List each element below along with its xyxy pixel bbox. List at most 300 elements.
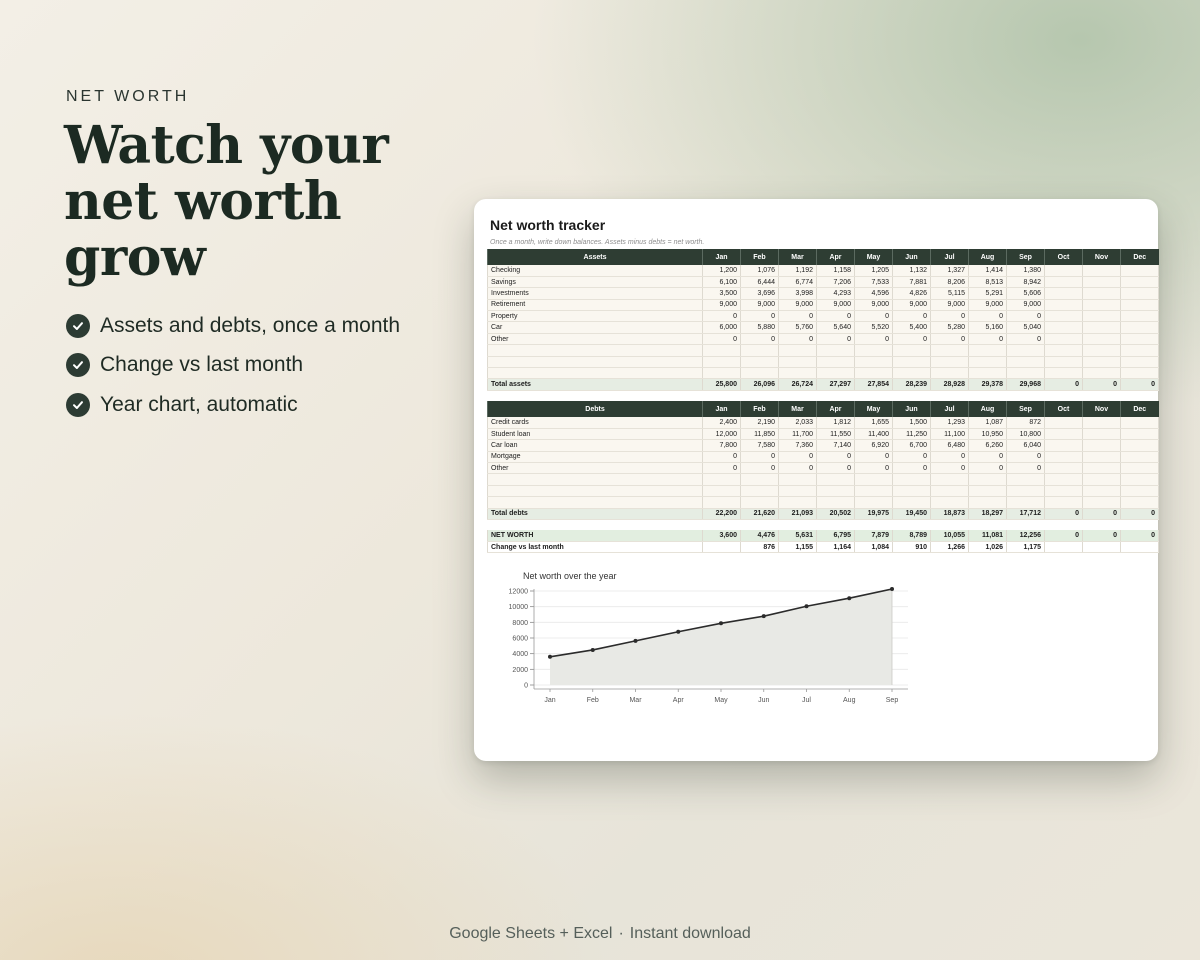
value-cell[interactable] xyxy=(893,497,931,508)
row-label[interactable]: Mortgage xyxy=(488,451,703,462)
value-cell[interactable]: 29,378 xyxy=(969,379,1007,390)
row-label[interactable]: Credit cards xyxy=(488,417,703,428)
month-header: Jan xyxy=(703,249,741,265)
value-cell[interactable] xyxy=(1045,463,1083,474)
value-cell[interactable] xyxy=(703,356,741,367)
value-cell[interactable] xyxy=(1007,345,1045,356)
x-tick-label: Apr xyxy=(672,697,684,704)
value-cell[interactable]: 0 xyxy=(969,451,1007,462)
value-cell[interactable] xyxy=(893,368,931,379)
value-cell[interactable]: 22,200 xyxy=(703,508,741,519)
value-cell[interactable]: 0 xyxy=(779,311,817,322)
value-cell[interactable]: 0 xyxy=(931,451,969,462)
value-cell[interactable] xyxy=(931,497,969,508)
feature-item xyxy=(66,346,400,386)
value-cell[interactable] xyxy=(1121,497,1159,508)
value-cell[interactable] xyxy=(1045,417,1083,428)
value-cell[interactable]: 5,520 xyxy=(855,322,893,333)
value-cell[interactable]: 8,206 xyxy=(931,276,969,287)
value-cell[interactable] xyxy=(1083,428,1121,439)
value-cell[interactable]: 0 xyxy=(893,311,931,322)
row-label[interactable]: Car xyxy=(488,322,703,333)
value-cell[interactable]: 11,700 xyxy=(779,428,817,439)
value-cell[interactable]: 25,800 xyxy=(703,379,741,390)
value-cell[interactable]: 1,158 xyxy=(817,265,855,276)
value-cell[interactable] xyxy=(1045,311,1083,322)
value-cell[interactable]: 8,513 xyxy=(969,276,1007,287)
y-tick-label: 12000 xyxy=(508,588,528,596)
value-cell[interactable]: 1,192 xyxy=(779,265,817,276)
value-cell[interactable] xyxy=(1121,428,1159,439)
value-cell[interactable] xyxy=(1007,497,1045,508)
value-cell[interactable] xyxy=(1083,322,1121,333)
value-cell[interactable]: 12,256 xyxy=(1007,530,1045,541)
value-cell[interactable]: 7,580 xyxy=(741,440,779,451)
value-cell[interactable]: 0 xyxy=(817,333,855,344)
value-cell[interactable] xyxy=(1045,474,1083,485)
value-cell[interactable] xyxy=(969,356,1007,367)
value-cell[interactable]: 3,600 xyxy=(703,530,741,541)
value-cell[interactable]: 0 xyxy=(779,333,817,344)
value-cell[interactable] xyxy=(703,474,741,485)
value-cell[interactable]: 0 xyxy=(1083,530,1121,541)
value-cell[interactable] xyxy=(1083,497,1121,508)
value-cell[interactable]: 1,132 xyxy=(893,265,931,276)
value-cell[interactable] xyxy=(1083,451,1121,462)
value-cell[interactable] xyxy=(1121,474,1159,485)
value-cell[interactable]: 1,500 xyxy=(893,417,931,428)
value-cell[interactable] xyxy=(1045,345,1083,356)
value-cell[interactable] xyxy=(855,368,893,379)
value-cell[interactable] xyxy=(931,474,969,485)
value-cell[interactable]: 18,873 xyxy=(931,508,969,519)
value-cell[interactable]: 4,826 xyxy=(893,288,931,299)
value-cell[interactable]: 5,280 xyxy=(931,322,969,333)
value-cell[interactable]: 6,795 xyxy=(817,530,855,541)
value-cell[interactable]: 872 xyxy=(1007,417,1045,428)
value-cell[interactable] xyxy=(703,485,741,496)
value-cell[interactable] xyxy=(1045,428,1083,439)
row-label[interactable] xyxy=(488,485,703,496)
row-label[interactable] xyxy=(488,345,703,356)
value-cell[interactable] xyxy=(1045,541,1083,552)
value-cell[interactable]: 6,000 xyxy=(703,322,741,333)
y-tick-label: 2000 xyxy=(512,666,528,674)
value-cell[interactable]: 6,920 xyxy=(855,440,893,451)
value-cell[interactable] xyxy=(1121,368,1159,379)
value-cell[interactable]: 12,000 xyxy=(703,428,741,439)
value-cell[interactable] xyxy=(703,541,741,552)
value-cell[interactable]: 0 xyxy=(741,463,779,474)
value-cell[interactable]: 1,026 xyxy=(969,541,1007,552)
value-cell[interactable] xyxy=(855,345,893,356)
value-cell[interactable]: 9,000 xyxy=(1007,299,1045,310)
value-cell[interactable] xyxy=(1007,474,1045,485)
value-cell[interactable]: 1,200 xyxy=(703,265,741,276)
value-cell[interactable]: 5,115 xyxy=(931,288,969,299)
value-cell[interactable] xyxy=(1045,440,1083,451)
value-cell[interactable]: 0 xyxy=(855,463,893,474)
value-cell[interactable]: 0 xyxy=(703,333,741,344)
row-label[interactable]: Other xyxy=(488,463,703,474)
value-cell[interactable]: 28,239 xyxy=(893,379,931,390)
value-cell[interactable] xyxy=(1083,311,1121,322)
value-cell[interactable]: 6,774 xyxy=(779,276,817,287)
row-label[interactable]: Total debts xyxy=(488,508,703,519)
value-cell[interactable]: 1,812 xyxy=(817,417,855,428)
row-label[interactable] xyxy=(488,497,703,508)
value-cell[interactable] xyxy=(741,497,779,508)
value-cell[interactable]: 9,000 xyxy=(931,299,969,310)
value-cell[interactable]: 3,500 xyxy=(703,288,741,299)
value-cell[interactable] xyxy=(1045,356,1083,367)
value-cell[interactable]: 9,000 xyxy=(817,299,855,310)
value-cell[interactable] xyxy=(779,368,817,379)
value-cell[interactable] xyxy=(1121,322,1159,333)
x-tick-label: Jun xyxy=(758,697,770,704)
value-cell[interactable]: 21,620 xyxy=(741,508,779,519)
value-cell[interactable]: 9,000 xyxy=(969,299,1007,310)
value-cell[interactable] xyxy=(893,474,931,485)
value-cell[interactable] xyxy=(703,497,741,508)
row-label[interactable]: Other xyxy=(488,333,703,344)
value-cell[interactable]: 9,000 xyxy=(893,299,931,310)
value-cell[interactable]: 9,000 xyxy=(741,299,779,310)
value-cell[interactable]: 910 xyxy=(893,541,931,552)
value-cell[interactable] xyxy=(969,345,1007,356)
value-cell[interactable] xyxy=(969,485,1007,496)
value-cell[interactable] xyxy=(1121,299,1159,310)
value-cell[interactable]: 4,596 xyxy=(855,288,893,299)
value-cell[interactable]: 0 xyxy=(1045,530,1083,541)
row-label[interactable]: Car loan xyxy=(488,440,703,451)
value-cell[interactable]: 5,760 xyxy=(779,322,817,333)
value-cell[interactable] xyxy=(1121,311,1159,322)
value-cell[interactable]: 20,502 xyxy=(817,508,855,519)
value-cell[interactable] xyxy=(817,474,855,485)
value-cell[interactable]: 0 xyxy=(931,311,969,322)
value-cell[interactable]: 1,155 xyxy=(779,541,817,552)
value-cell[interactable]: 26,096 xyxy=(741,379,779,390)
value-cell[interactable]: 0 xyxy=(893,333,931,344)
value-cell[interactable]: 8,942 xyxy=(1007,276,1045,287)
value-cell[interactable]: 0 xyxy=(1045,508,1083,519)
value-cell[interactable]: 0 xyxy=(931,333,969,344)
value-cell[interactable]: 5,400 xyxy=(893,322,931,333)
row-label[interactable]: Retirement xyxy=(488,299,703,310)
value-cell[interactable]: 0 xyxy=(969,463,1007,474)
row-label[interactable]: Savings xyxy=(488,276,703,287)
value-cell[interactable] xyxy=(1083,333,1121,344)
value-cell[interactable] xyxy=(1045,265,1083,276)
value-cell[interactable] xyxy=(1083,485,1121,496)
value-cell[interactable]: 27,297 xyxy=(817,379,855,390)
value-cell[interactable]: 0 xyxy=(1083,508,1121,519)
value-cell[interactable] xyxy=(1083,288,1121,299)
value-cell[interactable] xyxy=(1007,485,1045,496)
value-cell[interactable]: 5,640 xyxy=(817,322,855,333)
value-cell[interactable] xyxy=(969,368,1007,379)
value-cell[interactable]: 0 xyxy=(1007,463,1045,474)
assets-table xyxy=(487,249,1159,391)
value-cell[interactable]: 0 xyxy=(703,451,741,462)
value-cell[interactable] xyxy=(741,345,779,356)
value-cell[interactable]: 0 xyxy=(931,463,969,474)
value-cell[interactable]: 0 xyxy=(779,463,817,474)
value-cell[interactable]: 5,160 xyxy=(969,322,1007,333)
y-tick-label: 10000 xyxy=(508,604,528,612)
value-cell[interactable] xyxy=(779,345,817,356)
value-cell[interactable] xyxy=(1121,541,1159,552)
value-cell[interactable]: 9,000 xyxy=(779,299,817,310)
value-cell[interactable]: 0 xyxy=(817,311,855,322)
value-cell[interactable]: 9,000 xyxy=(703,299,741,310)
value-cell[interactable] xyxy=(931,368,969,379)
value-cell[interactable]: 0 xyxy=(855,451,893,462)
value-cell[interactable]: 0 xyxy=(855,311,893,322)
value-cell[interactable]: 6,700 xyxy=(893,440,931,451)
value-cell[interactable]: 5,606 xyxy=(1007,288,1045,299)
value-cell[interactable]: 11,250 xyxy=(893,428,931,439)
value-cell[interactable] xyxy=(1121,440,1159,451)
value-cell[interactable] xyxy=(703,368,741,379)
value-cell[interactable]: 6,444 xyxy=(741,276,779,287)
value-cell[interactable] xyxy=(1045,276,1083,287)
value-cell[interactable] xyxy=(969,474,1007,485)
value-cell[interactable] xyxy=(1045,299,1083,310)
value-cell[interactable] xyxy=(1121,276,1159,287)
value-cell[interactable]: 0 xyxy=(969,311,1007,322)
value-cell[interactable]: 5,040 xyxy=(1007,322,1045,333)
value-cell[interactable]: 0 xyxy=(893,463,931,474)
value-cell[interactable]: 27,854 xyxy=(855,379,893,390)
value-cell[interactable]: 5,880 xyxy=(741,322,779,333)
value-cell[interactable]: 0 xyxy=(1121,508,1159,519)
value-cell[interactable]: 0 xyxy=(969,333,1007,344)
value-cell[interactable] xyxy=(855,485,893,496)
value-cell[interactable] xyxy=(931,345,969,356)
value-cell[interactable] xyxy=(1007,368,1045,379)
value-cell[interactable]: 0 xyxy=(1007,333,1045,344)
value-cell[interactable]: 1,414 xyxy=(969,265,1007,276)
table-row xyxy=(488,333,1159,344)
value-cell[interactable] xyxy=(855,497,893,508)
value-cell[interactable]: 18,297 xyxy=(969,508,1007,519)
value-cell[interactable] xyxy=(1007,356,1045,367)
value-cell[interactable]: 5,291 xyxy=(969,288,1007,299)
value-cell[interactable] xyxy=(1121,463,1159,474)
value-cell[interactable]: 4,293 xyxy=(817,288,855,299)
value-cell[interactable] xyxy=(741,356,779,367)
value-cell[interactable]: 0 xyxy=(893,451,931,462)
row-label[interactable] xyxy=(488,368,703,379)
value-cell[interactable]: 4,476 xyxy=(741,530,779,541)
value-cell[interactable]: 29,968 xyxy=(1007,379,1045,390)
value-cell[interactable]: 2,033 xyxy=(779,417,817,428)
value-cell[interactable]: 7,140 xyxy=(817,440,855,451)
value-cell[interactable]: 0 xyxy=(1045,379,1083,390)
value-cell[interactable] xyxy=(893,356,931,367)
value-cell[interactable] xyxy=(893,485,931,496)
value-cell[interactable]: 28,928 xyxy=(931,379,969,390)
value-cell[interactable] xyxy=(893,345,931,356)
value-cell[interactable]: 0 xyxy=(1121,379,1159,390)
value-cell[interactable]: 26,724 xyxy=(779,379,817,390)
row-label[interactable]: Investments xyxy=(488,288,703,299)
value-cell[interactable]: 11,100 xyxy=(931,428,969,439)
value-cell[interactable]: 0 xyxy=(741,311,779,322)
value-cell[interactable]: 5,631 xyxy=(779,530,817,541)
value-cell[interactable]: 1,380 xyxy=(1007,265,1045,276)
value-cell[interactable] xyxy=(1045,368,1083,379)
row-label[interactable]: Property xyxy=(488,311,703,322)
debts-header-row xyxy=(488,401,1159,417)
value-cell[interactable]: 6,260 xyxy=(969,440,1007,451)
value-cell[interactable] xyxy=(855,356,893,367)
value-cell[interactable] xyxy=(1083,541,1121,552)
value-cell[interactable]: 2,400 xyxy=(703,417,741,428)
value-cell[interactable]: 17,712 xyxy=(1007,508,1045,519)
value-cell[interactable] xyxy=(779,356,817,367)
value-cell[interactable]: 0 xyxy=(817,463,855,474)
value-cell[interactable] xyxy=(931,356,969,367)
row-label[interactable]: Checking xyxy=(488,265,703,276)
value-cell[interactable]: 0 xyxy=(855,333,893,344)
value-cell[interactable]: 21,093 xyxy=(779,508,817,519)
value-cell[interactable]: 19,975 xyxy=(855,508,893,519)
row-label[interactable]: NET WORTH xyxy=(488,530,703,541)
value-cell[interactable]: 11,400 xyxy=(855,428,893,439)
value-cell[interactable] xyxy=(1045,451,1083,462)
value-cell[interactable]: 7,360 xyxy=(779,440,817,451)
value-cell[interactable] xyxy=(1045,485,1083,496)
value-cell[interactable] xyxy=(1045,288,1083,299)
value-cell[interactable]: 10,800 xyxy=(1007,428,1045,439)
value-cell[interactable] xyxy=(1121,356,1159,367)
value-cell[interactable]: 0 xyxy=(1007,311,1045,322)
value-cell[interactable] xyxy=(1121,288,1159,299)
value-cell[interactable]: 0 xyxy=(703,463,741,474)
value-cell[interactable]: 1,084 xyxy=(855,541,893,552)
value-cell[interactable]: 8,789 xyxy=(893,530,931,541)
value-cell[interactable]: 1,076 xyxy=(741,265,779,276)
debts-table xyxy=(487,401,1159,520)
row-label[interactable]: Total assets xyxy=(488,379,703,390)
value-cell[interactable] xyxy=(1121,485,1159,496)
value-cell[interactable]: 11,081 xyxy=(969,530,1007,541)
value-cell[interactable]: 0 xyxy=(779,451,817,462)
row-label[interactable] xyxy=(488,474,703,485)
row-label[interactable]: Change vs last month xyxy=(488,541,703,552)
value-cell[interactable]: 0 xyxy=(1083,379,1121,390)
value-cell[interactable] xyxy=(969,497,1007,508)
value-cell[interactable]: 3,998 xyxy=(779,288,817,299)
value-cell[interactable]: 1,205 xyxy=(855,265,893,276)
value-cell[interactable] xyxy=(741,474,779,485)
value-cell[interactable] xyxy=(1121,265,1159,276)
value-cell[interactable] xyxy=(931,485,969,496)
value-cell[interactable]: 0 xyxy=(1121,530,1159,541)
value-cell[interactable]: 1,266 xyxy=(931,541,969,552)
value-cell[interactable]: 1,175 xyxy=(1007,541,1045,552)
value-cell[interactable] xyxy=(1083,463,1121,474)
value-cell[interactable]: 2,190 xyxy=(741,417,779,428)
value-cell[interactable] xyxy=(1083,299,1121,310)
value-cell[interactable]: 1,293 xyxy=(931,417,969,428)
value-cell[interactable] xyxy=(1121,345,1159,356)
value-cell[interactable] xyxy=(1083,276,1121,287)
value-cell[interactable] xyxy=(1083,345,1121,356)
value-cell[interactable]: 1,164 xyxy=(817,541,855,552)
value-cell[interactable] xyxy=(1045,322,1083,333)
value-cell[interactable] xyxy=(817,368,855,379)
value-cell[interactable] xyxy=(1121,333,1159,344)
value-cell[interactable] xyxy=(1083,474,1121,485)
value-cell[interactable]: 7,800 xyxy=(703,440,741,451)
value-cell[interactable]: 0 xyxy=(817,451,855,462)
value-cell[interactable] xyxy=(1045,497,1083,508)
value-cell[interactable]: 7,533 xyxy=(855,276,893,287)
value-cell[interactable]: 0 xyxy=(741,333,779,344)
value-cell[interactable] xyxy=(1121,451,1159,462)
value-cell[interactable] xyxy=(741,485,779,496)
value-cell[interactable]: 11,850 xyxy=(741,428,779,439)
value-cell[interactable] xyxy=(1121,417,1159,428)
value-cell[interactable]: 19,450 xyxy=(893,508,931,519)
value-cell[interactable] xyxy=(741,368,779,379)
value-cell[interactable]: 876 xyxy=(741,541,779,552)
value-cell[interactable] xyxy=(703,345,741,356)
value-cell[interactable] xyxy=(1083,440,1121,451)
value-cell[interactable] xyxy=(779,485,817,496)
value-cell[interactable] xyxy=(1083,417,1121,428)
value-cell[interactable] xyxy=(817,485,855,496)
value-cell[interactable]: 9,000 xyxy=(855,299,893,310)
row-label[interactable]: Student loan xyxy=(488,428,703,439)
row-label[interactable] xyxy=(488,356,703,367)
value-cell[interactable]: 6,040 xyxy=(1007,440,1045,451)
value-cell[interactable] xyxy=(1083,265,1121,276)
value-cell[interactable]: 10,055 xyxy=(931,530,969,541)
month-header: Apr xyxy=(817,401,855,417)
value-cell[interactable] xyxy=(817,345,855,356)
total-debts-row xyxy=(488,508,1159,519)
value-cell[interactable] xyxy=(855,474,893,485)
value-cell[interactable]: 7,206 xyxy=(817,276,855,287)
value-cell[interactable]: 6,100 xyxy=(703,276,741,287)
value-cell[interactable] xyxy=(779,497,817,508)
value-cell[interactable]: 7,879 xyxy=(855,530,893,541)
value-cell[interactable] xyxy=(779,474,817,485)
feature-text: Assets and debts, once a month xyxy=(100,313,401,337)
value-cell[interactable]: 6,480 xyxy=(931,440,969,451)
value-cell[interactable] xyxy=(817,356,855,367)
value-cell[interactable]: 0 xyxy=(741,451,779,462)
value-cell[interactable]: 1,087 xyxy=(969,417,1007,428)
value-cell[interactable]: 0 xyxy=(703,311,741,322)
value-cell[interactable]: 10,950 xyxy=(969,428,1007,439)
value-cell[interactable] xyxy=(1083,356,1121,367)
value-cell[interactable] xyxy=(1083,368,1121,379)
value-cell[interactable]: 1,655 xyxy=(855,417,893,428)
value-cell[interactable]: 7,881 xyxy=(893,276,931,287)
value-cell[interactable]: 3,696 xyxy=(741,288,779,299)
value-cell[interactable]: 1,327 xyxy=(931,265,969,276)
value-cell[interactable] xyxy=(1045,333,1083,344)
value-cell[interactable]: 0 xyxy=(1007,451,1045,462)
value-cell[interactable] xyxy=(817,497,855,508)
value-cell[interactable]: 11,550 xyxy=(817,428,855,439)
